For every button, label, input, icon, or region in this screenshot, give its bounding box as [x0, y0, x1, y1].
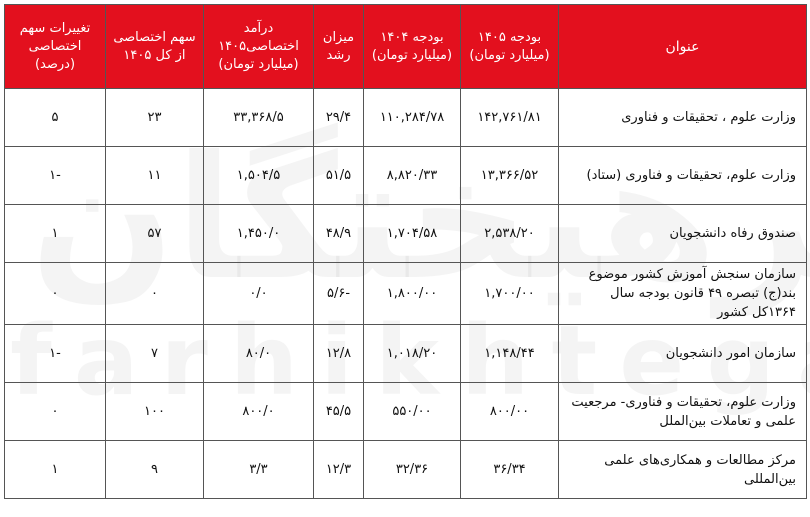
cell-title: سازمان سنجش آموزش کشور موضوع بند(ج) تبصره ۴۹ قانون بودجه سال ۱۳۶۴کل کشور — [559, 263, 807, 325]
header-growth: میزان رشد — [314, 5, 364, 89]
table-row — [5, 441, 807, 499]
cell-share-change: -۱ — [5, 325, 106, 383]
cell-share-1405: ۱۱ — [106, 147, 204, 205]
table-row — [5, 325, 807, 383]
cell-income-1405: ۰/۰ — [204, 263, 314, 325]
cell-title: سازمان امور دانشجویان — [559, 325, 807, 383]
cell-budget-1405: ۸۰۰/۰۰ — [461, 383, 559, 441]
cell-share-change: ۰ — [5, 263, 106, 325]
cell-growth: ۱۲/۸ — [314, 325, 364, 383]
header-budget-1404: بودجه ۱۴۰۴ (میلیارد تومان) — [364, 5, 461, 89]
header-share-change: تغییرات سهم اختصاصی (درصد) — [5, 5, 106, 89]
cell-share-1405: ۵۷ — [106, 205, 204, 263]
cell-budget-1404: ۵۵۰/۰۰ — [364, 383, 461, 441]
table-row — [5, 205, 807, 263]
cell-share-1405: ۱۰۰ — [106, 383, 204, 441]
cell-budget-1404: ۱,۰۱۸/۲۰ — [364, 325, 461, 383]
cell-growth: ۵۱/۵ — [314, 147, 364, 205]
cell-title: وزارت علوم، تحقیقات و فناوری (ستاد) — [559, 147, 807, 205]
cell-budget-1405: ۱,۷۰۰/۰۰ — [461, 263, 559, 325]
header-share-1405: سهم اختصاصی از کل ۱۴۰۵ — [106, 5, 204, 89]
table-row — [5, 263, 807, 325]
cell-title: صندوق رفاه دانشجویان — [559, 205, 807, 263]
header-income-1405: درآمد اختصاصی۱۴۰۵ (میلیارد تومان) — [204, 5, 314, 89]
cell-share-change: ۰ — [5, 383, 106, 441]
cell-share-change: ۵ — [5, 89, 106, 147]
cell-budget-1405: ۳۶/۳۴ — [461, 441, 559, 499]
cell-budget-1405: ۲,۵۳۸/۲۰ — [461, 205, 559, 263]
cell-budget-1405: ۱,۱۴۸/۴۴ — [461, 325, 559, 383]
cell-budget-1405: ۱۴۲,۷۶۱/۸۱ — [461, 89, 559, 147]
table-row — [5, 147, 807, 205]
cell-title: مرکز مطالعات و همکاری‌های علمی بین‌المللی — [559, 441, 807, 499]
cell-share-1405: ۲۳ — [106, 89, 204, 147]
cell-growth: ۱۲/۳ — [314, 441, 364, 499]
cell-income-1405: ۱,۴۵۰/۰ — [204, 205, 314, 263]
cell-budget-1404: ۳۲/۳۶ — [364, 441, 461, 499]
cell-budget-1404: ۱۱۰,۲۸۴/۷۸ — [364, 89, 461, 147]
cell-budget-1405: ۱۳,۳۶۶/۵۲ — [461, 147, 559, 205]
cell-growth: ۴۵/۵ — [314, 383, 364, 441]
table-header-row — [5, 5, 807, 89]
cell-income-1405: ۳/۳ — [204, 441, 314, 499]
header-title: عنوان — [559, 5, 807, 89]
cell-income-1405: ۳۳,۳۶۸/۵ — [204, 89, 314, 147]
cell-growth: ۴۸/۹ — [314, 205, 364, 263]
cell-share-change: -۱ — [5, 147, 106, 205]
cell-income-1405: ۱,۵۰۴/۵ — [204, 147, 314, 205]
cell-share-1405: ۹ — [106, 441, 204, 499]
cell-share-1405: ۰ — [106, 263, 204, 325]
cell-growth: ۲۹/۴ — [314, 89, 364, 147]
cell-share-1405: ۷ — [106, 325, 204, 383]
cell-income-1405: ۸۰۰/۰ — [204, 383, 314, 441]
cell-growth: -۵/۶ — [314, 263, 364, 325]
header-budget-1405: بودجه ۱۴۰۵ (میلیارد تومان) — [461, 5, 559, 89]
cell-budget-1404: ۱,۸۰۰/۰۰ — [364, 263, 461, 325]
cell-title: وزارت علوم ، تحقیقات و فناوری — [559, 89, 807, 147]
table-row — [5, 89, 807, 147]
cell-share-change: ۱ — [5, 205, 106, 263]
cell-title: وزارت علوم، تحقیقات و فناوری- مرجعیت علمی و تعاملات بین‌الملل — [559, 383, 807, 441]
cell-income-1405: ۸۰/۰ — [204, 325, 314, 383]
budget-table — [4, 4, 807, 499]
cell-budget-1404: ۸,۸۲۰/۳۳ — [364, 147, 461, 205]
cell-share-change: ۱ — [5, 441, 106, 499]
table-row — [5, 383, 807, 441]
cell-budget-1404: ۱,۷۰۴/۵۸ — [364, 205, 461, 263]
